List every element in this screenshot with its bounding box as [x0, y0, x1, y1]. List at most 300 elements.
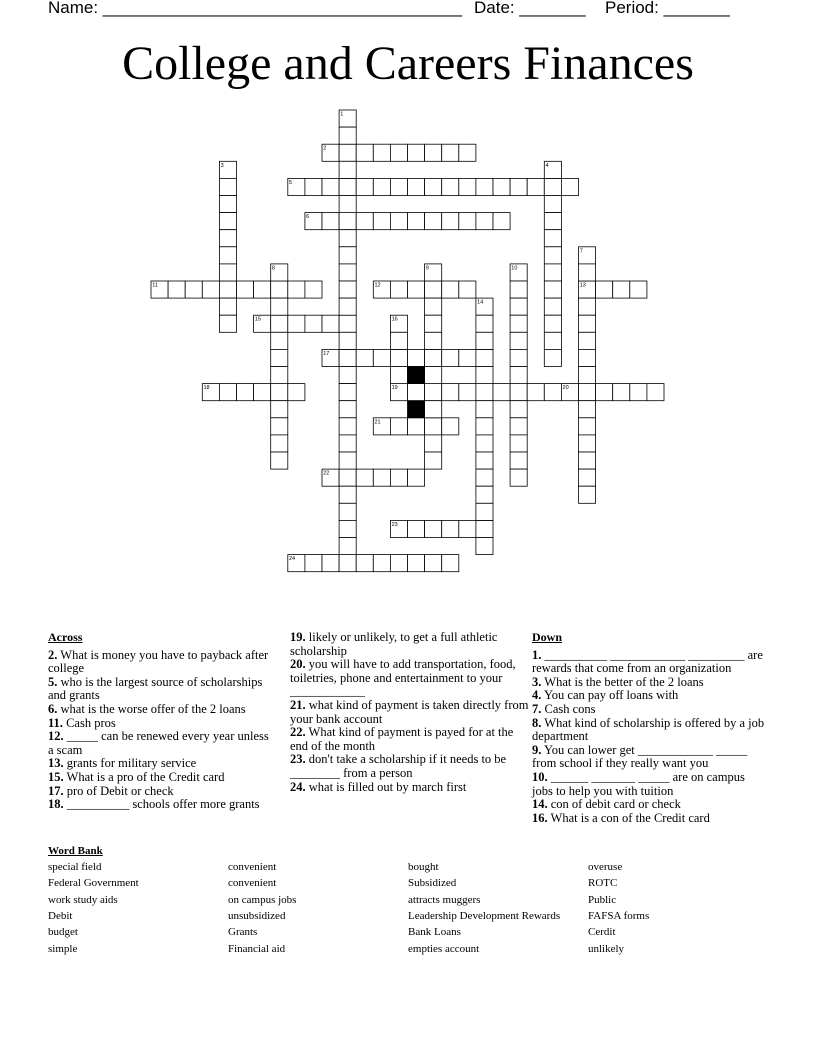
crossword-cell[interactable]	[510, 349, 527, 366]
page-title: College and Careers Finances	[122, 37, 694, 90]
crossword-cell[interactable]	[288, 315, 305, 332]
across-clue	[290, 753, 530, 780]
clue-text: __________ schools offer more grants	[63, 797, 260, 812]
crossword-cell[interactable]	[510, 452, 527, 469]
crossword-cell[interactable]	[202, 281, 219, 298]
crossword-cell[interactable]	[425, 435, 442, 452]
clue-num: 18.	[48, 797, 64, 812]
clue-num: 7.	[532, 701, 542, 716]
crossword-cell[interactable]	[510, 418, 527, 435]
crossword-cell[interactable]	[408, 178, 425, 195]
crossword-cell[interactable]	[493, 384, 510, 401]
across-clue	[290, 781, 530, 795]
crossword-cell[interactable]	[544, 384, 561, 401]
word-bank-item: Subsidized	[408, 877, 457, 890]
crossword-cell[interactable]	[219, 281, 236, 298]
crossword-cell[interactable]	[322, 178, 339, 195]
crossword-cell[interactable]	[390, 469, 407, 486]
clue-text: __________ ____________ _________ are rewards that come from an organization	[532, 647, 763, 676]
crossword-cell[interactable]	[339, 315, 356, 332]
crossword-cell[interactable]	[339, 435, 356, 452]
crossword-cell[interactable]	[339, 349, 356, 366]
crossword-cell[interactable]	[356, 349, 373, 366]
crossword-cell[interactable]	[390, 213, 407, 230]
crossword-cell[interactable]	[476, 520, 493, 537]
clue-number: 20	[562, 385, 569, 392]
crossword-cell[interactable]	[476, 349, 493, 366]
crossword-cell[interactable]	[356, 144, 373, 161]
crossword-cell[interactable]	[339, 127, 356, 144]
crossword-cell[interactable]	[390, 349, 407, 366]
crossword-cell[interactable]	[476, 469, 493, 486]
word-bank-item: empties account	[408, 942, 480, 955]
crossword-cell[interactable]	[425, 401, 442, 418]
word-bank-item: Financial aid	[228, 942, 286, 955]
clue-number: 6	[306, 214, 310, 221]
crossword-cell[interactable]	[476, 315, 493, 332]
word-bank-item: convenient	[228, 877, 277, 890]
crossword-cell[interactable]	[476, 213, 493, 230]
clue-num: 22.	[290, 725, 306, 740]
crossword-cell[interactable]	[339, 469, 356, 486]
word-bank-item: simple	[48, 942, 78, 955]
clue-number: 13	[579, 282, 586, 289]
clue-number: 2	[323, 145, 327, 152]
clue-text: pro of Debit or check	[63, 783, 174, 798]
down-heading: Down	[532, 630, 563, 644]
crossword-cell[interactable]	[339, 538, 356, 555]
crossword-cell[interactable]	[459, 520, 476, 537]
word-bank-item: Grants	[228, 926, 258, 939]
crossword-cell[interactable]	[305, 555, 322, 572]
crossword-cell[interactable]	[305, 178, 322, 195]
clue-text: don't take a scholarship if it needs to be ________ from a person	[290, 752, 507, 780]
word-bank-heading: Word Bank	[48, 845, 103, 857]
crossword-cell[interactable]	[390, 144, 407, 161]
crossword-cell[interactable]	[288, 281, 305, 298]
crossword-cell[interactable]	[442, 555, 459, 572]
clue-text: you will have to add transportation, food, toiletries, phone and entertainment to your ____________	[290, 657, 516, 699]
crossword-cell[interactable]	[425, 281, 442, 298]
clue-num: 3.	[532, 674, 542, 689]
crossword-cell[interactable]	[510, 469, 527, 486]
crossword-cell[interactable]	[322, 315, 339, 332]
clue-number: 10	[511, 265, 518, 272]
crossword-cell[interactable]	[219, 247, 236, 264]
crossword-cell[interactable]	[356, 213, 373, 230]
crossword-cell[interactable]	[579, 435, 596, 452]
crossword-cell[interactable]	[271, 435, 288, 452]
down-clue	[532, 689, 767, 703]
clue-text: What is a pro of the Credit card	[63, 769, 225, 784]
clue-number: 24	[289, 556, 296, 563]
crossword-cell[interactable]	[459, 384, 476, 401]
crossword-cell[interactable]	[579, 418, 596, 435]
clue-text: What kind of payment is payed for at the end of the month	[290, 725, 514, 753]
crossword-cell[interactable]	[476, 401, 493, 418]
clue-number: 15	[254, 316, 261, 323]
crossword-cell[interactable]	[339, 264, 356, 281]
crossword-cell[interactable]	[219, 384, 236, 401]
clue-number: 9	[425, 265, 429, 272]
word-bank	[48, 845, 768, 955]
crossword-cell[interactable]	[373, 555, 390, 572]
crossword-cell[interactable]	[442, 144, 459, 161]
crossword-cell[interactable]	[322, 213, 339, 230]
crossword-cell[interactable]	[356, 469, 373, 486]
clue-number: 17	[323, 350, 330, 357]
clue-number: 14	[477, 299, 484, 306]
crossword-cell[interactable]	[510, 384, 527, 401]
crossword-cell[interactable]	[219, 178, 236, 195]
across-clue	[48, 730, 273, 757]
word-bank-item: attracts muggers	[408, 893, 481, 906]
crossword-cell[interactable]	[219, 315, 236, 332]
word-bank-item: bought	[408, 861, 439, 873]
crossword-cell[interactable]	[425, 555, 442, 572]
crossword-cell[interactable]	[271, 401, 288, 418]
crossword-cell[interactable]	[237, 384, 254, 401]
crossword-cell[interactable]	[579, 469, 596, 486]
word-bank-item: FAFSA forms	[588, 909, 650, 922]
crossword-cell[interactable]	[219, 298, 236, 315]
crossword-cell[interactable]	[271, 452, 288, 469]
clue-text: What kind of scholarship is offered by a job department	[532, 715, 765, 744]
crossword-cell[interactable]	[476, 503, 493, 520]
crossword-cell[interactable]	[339, 452, 356, 469]
clue-text: con of debit card or check	[547, 797, 681, 812]
crossword-cell[interactable]	[493, 178, 510, 195]
crossword-cell[interactable]	[510, 281, 527, 298]
clue-num: 5.	[48, 674, 58, 689]
crossword-cell[interactable]	[425, 315, 442, 332]
crossword-cell[interactable]	[544, 264, 561, 281]
down-clue	[532, 649, 767, 676]
clue-number: 18	[203, 385, 210, 392]
crossword-cell[interactable]	[579, 264, 596, 281]
clue-text: What is the better of the 2 loans	[541, 674, 704, 689]
crossword-cell[interactable]	[442, 213, 459, 230]
word-bank-item: unlikely	[588, 942, 625, 955]
crossword-cell[interactable]	[408, 418, 425, 435]
clue-number: 23	[391, 521, 398, 528]
word-bank-item: work study aids	[48, 893, 118, 906]
crossword-cell[interactable]	[219, 230, 236, 247]
across-clue	[48, 757, 273, 771]
crossword-cell[interactable]	[630, 281, 647, 298]
crossword-cell[interactable]	[339, 520, 356, 537]
crossword-cell[interactable]	[647, 384, 664, 401]
clue-text: what is the worse offer of the 2 loans	[57, 701, 246, 716]
word-bank-item: Debit	[48, 909, 73, 922]
clue-number: 21	[374, 419, 381, 426]
crossword-cell[interactable]	[339, 281, 356, 298]
crossword-cell[interactable]	[544, 332, 561, 349]
crossword-cell[interactable]	[339, 367, 356, 384]
crossword-cell[interactable]	[442, 349, 459, 366]
crossword-cell[interactable]	[425, 520, 442, 537]
crossword-cell[interactable]	[339, 247, 356, 264]
crossword-cell[interactable]	[271, 298, 288, 315]
clue-num: 20.	[290, 657, 306, 672]
crossword-cell[interactable]	[271, 281, 288, 298]
crossword-cell[interactable]	[271, 384, 288, 401]
crossword-cell[interactable]	[390, 281, 407, 298]
crossword-cell[interactable]	[613, 281, 630, 298]
crossword-cell[interactable]	[373, 178, 390, 195]
crossword-cell[interactable]	[579, 298, 596, 315]
clue-num: 2.	[48, 647, 58, 662]
crossword-cell[interactable]	[339, 144, 356, 161]
crossword-cell[interactable]	[425, 332, 442, 349]
crossword-cell[interactable]	[305, 315, 322, 332]
crossword-cell[interactable]	[579, 452, 596, 469]
across-heading: Across	[48, 630, 83, 644]
clue-num: 13.	[48, 756, 64, 771]
crossword-cell[interactable]	[459, 281, 476, 298]
crossword-cell[interactable]	[527, 384, 544, 401]
crossword-cell[interactable]	[408, 281, 425, 298]
across-clue	[290, 658, 530, 699]
crossword-cell[interactable]	[288, 384, 305, 401]
crossword-cell[interactable]	[339, 230, 356, 247]
clue-text: You can lower get ____________ _____ from school if they really want you	[532, 742, 748, 771]
crossword-cell[interactable]	[442, 178, 459, 195]
crossword-cell[interactable]	[271, 332, 288, 349]
crossword-cell[interactable]	[373, 469, 390, 486]
across-clues-continued	[290, 631, 530, 794]
clue-text: who is the largest source of scholarships and grants	[48, 674, 263, 703]
crossword-cell[interactable]	[339, 401, 356, 418]
crossword-cell[interactable]	[373, 213, 390, 230]
clue-num: 11.	[48, 715, 63, 730]
crossword-cell[interactable]	[425, 367, 442, 384]
crossword-cell[interactable]	[339, 178, 356, 195]
crossword-cell[interactable]	[408, 213, 425, 230]
word-bank-item: unsubsidized	[228, 909, 286, 922]
clue-num: 14.	[532, 797, 548, 812]
crossword-cell[interactable]	[544, 196, 561, 213]
crossword-cell[interactable]	[476, 384, 493, 401]
clue-num: 8.	[532, 715, 542, 730]
crossword-cell[interactable]	[219, 213, 236, 230]
clue-num: 21.	[290, 697, 306, 712]
crossword-cell[interactable]	[219, 264, 236, 281]
crossword-cell[interactable]	[373, 349, 390, 366]
crossword-cell[interactable]	[579, 401, 596, 418]
crossword-cell[interactable]	[459, 349, 476, 366]
crossword-cell[interactable]	[356, 555, 373, 572]
crossword-cell[interactable]	[305, 281, 322, 298]
clue-num: 9.	[532, 742, 542, 757]
crossword-cell[interactable]	[459, 178, 476, 195]
period-field-label[interactable]: Period: _______	[605, 0, 730, 17]
crossword-cell[interactable]	[339, 418, 356, 435]
crossword-cell[interactable]	[408, 555, 425, 572]
word-bank-item: overuse	[588, 861, 623, 873]
across-clue	[48, 676, 273, 703]
crossword-cell[interactable]	[476, 332, 493, 349]
crossword-cell[interactable]	[322, 555, 339, 572]
clue-num: 15.	[48, 769, 64, 784]
across-clue	[48, 703, 273, 717]
crossword-cell[interactable]	[459, 144, 476, 161]
crossword-cell[interactable]	[390, 418, 407, 435]
clue-number: 1	[340, 111, 344, 118]
crossword-cell[interactable]	[442, 281, 459, 298]
crossword-cell[interactable]	[596, 281, 613, 298]
crossword-cell[interactable]	[510, 401, 527, 418]
clue-num: 23.	[290, 752, 306, 767]
crossword-cell[interactable]	[561, 178, 578, 195]
clue-num: 10.	[532, 769, 548, 784]
crossword-cell[interactable]	[544, 281, 561, 298]
crossword-cell[interactable]	[579, 486, 596, 503]
crossword-cell[interactable]	[544, 349, 561, 366]
across-clues	[48, 631, 273, 812]
across-clue	[290, 699, 530, 726]
crossword-cell[interactable]	[510, 315, 527, 332]
clue-num: 6.	[48, 701, 58, 716]
crossword-cell[interactable]	[596, 384, 613, 401]
word-bank-item: on campus jobs	[228, 893, 297, 906]
word-bank-item: Public	[588, 893, 617, 906]
down-clue	[532, 812, 767, 826]
clue-text: what kind of payment is taken directly from your bank account	[290, 697, 529, 726]
across-clue	[48, 717, 273, 731]
crossword-cell[interactable]	[425, 213, 442, 230]
clue-text: ______ _______ _____ are on campus jobs to help you with tuition	[532, 769, 745, 798]
crossword-black-cell	[408, 401, 425, 418]
crossword-cell[interactable]	[579, 315, 596, 332]
crossword-cell[interactable]	[339, 298, 356, 315]
crossword-cell[interactable]	[630, 384, 647, 401]
crossword-cell[interactable]	[271, 349, 288, 366]
crossword-cell[interactable]	[373, 144, 390, 161]
crossword-cell[interactable]	[237, 281, 254, 298]
crossword-cell[interactable]	[425, 144, 442, 161]
date-field-label[interactable]: Date: _______	[474, 0, 586, 17]
crossword-cell[interactable]	[442, 520, 459, 537]
crossword-cell[interactable]	[390, 367, 407, 384]
crossword-cell[interactable]	[425, 349, 442, 366]
crossword-cell[interactable]	[254, 384, 271, 401]
crossword-cell[interactable]	[390, 178, 407, 195]
crossword-cell[interactable]	[185, 281, 202, 298]
crossword-cell[interactable]	[425, 452, 442, 469]
crossword-cell[interactable]	[339, 555, 356, 572]
crossword-cell[interactable]	[510, 178, 527, 195]
crossword-cell[interactable]	[476, 435, 493, 452]
across-clue	[48, 771, 273, 785]
crossword-cell[interactable]	[408, 349, 425, 366]
clue-number: 11	[152, 282, 158, 289]
crossword-cell[interactable]	[476, 418, 493, 435]
crossword-cell[interactable]	[425, 298, 442, 315]
crossword-cell[interactable]	[408, 469, 425, 486]
crossword-cell[interactable]	[544, 178, 561, 195]
clue-text: what is filled out by march first	[305, 779, 467, 794]
crossword-cell[interactable]	[544, 213, 561, 230]
clue-num: 17.	[48, 783, 64, 798]
crossword-cell[interactable]	[425, 178, 442, 195]
crossword-cell[interactable]	[254, 281, 271, 298]
crossword-cell[interactable]	[339, 161, 356, 178]
crossword-cell[interactable]	[339, 196, 356, 213]
crossword-cell[interactable]	[527, 178, 544, 195]
crossword-cell[interactable]	[271, 315, 288, 332]
crossword-cell[interactable]	[510, 367, 527, 384]
crossword-cell[interactable]	[493, 213, 510, 230]
clue-number: 3	[220, 162, 224, 169]
crossword-cell[interactable]	[544, 315, 561, 332]
crossword-cell[interactable]	[339, 213, 356, 230]
crossword-cell[interactable]	[339, 503, 356, 520]
crossword-cell[interactable]	[544, 247, 561, 264]
crossword-cell[interactable]	[476, 538, 493, 555]
crossword-cell[interactable]	[510, 332, 527, 349]
crossword-cell[interactable]	[425, 384, 442, 401]
crossword-cell[interactable]	[510, 298, 527, 315]
crossword-cell[interactable]	[339, 332, 356, 349]
crossword-cell[interactable]	[544, 230, 561, 247]
crossword-cell[interactable]	[579, 332, 596, 349]
across-clue	[290, 631, 530, 658]
down-clue	[532, 703, 767, 717]
name-field-label[interactable]: Name: ______________________________________	[48, 0, 463, 17]
crossword-cell[interactable]	[442, 418, 459, 435]
crossword-cell[interactable]	[425, 418, 442, 435]
crossword-cell[interactable]	[408, 520, 425, 537]
crossword-cell[interactable]	[339, 384, 356, 401]
crossword-cell[interactable]	[390, 555, 407, 572]
crossword-cell[interactable]	[219, 196, 236, 213]
crossword-cell[interactable]	[476, 367, 493, 384]
crossword-cell[interactable]	[271, 418, 288, 435]
crossword-cell[interactable]	[356, 178, 373, 195]
crossword-cell[interactable]	[544, 298, 561, 315]
across-clue	[48, 798, 273, 812]
crossword-cell[interactable]	[442, 384, 459, 401]
word-bank-item: ROTC	[588, 877, 618, 890]
crossword-cell[interactable]	[390, 332, 407, 349]
word-bank-item: Cerdit	[588, 926, 616, 939]
clue-num: 24.	[290, 779, 306, 794]
clue-text: Cash cons	[541, 701, 596, 716]
crossword-cell[interactable]	[476, 178, 493, 195]
clue-number: 22	[323, 470, 330, 477]
clue-number: 4	[545, 162, 549, 169]
crossword-cell[interactable]	[476, 452, 493, 469]
crossword-cell[interactable]	[510, 435, 527, 452]
crossword-cell[interactable]	[408, 144, 425, 161]
crossword-cell[interactable]	[476, 486, 493, 503]
crossword-cell[interactable]	[339, 486, 356, 503]
word-bank-item: convenient	[228, 861, 277, 873]
crossword-cell[interactable]	[579, 367, 596, 384]
word-bank-item: special field	[48, 861, 102, 873]
crossword-cell[interactable]	[613, 384, 630, 401]
down-clue	[532, 771, 767, 798]
crossword-cell[interactable]	[408, 384, 425, 401]
clue-num: 4.	[532, 688, 542, 703]
crossword-cell[interactable]	[579, 349, 596, 366]
crossword-cell[interactable]	[271, 367, 288, 384]
crossword-cell[interactable]	[459, 213, 476, 230]
clue-text: Cash pros	[62, 715, 116, 730]
crossword-cell[interactable]	[579, 384, 596, 401]
crossword-cell[interactable]	[168, 281, 185, 298]
